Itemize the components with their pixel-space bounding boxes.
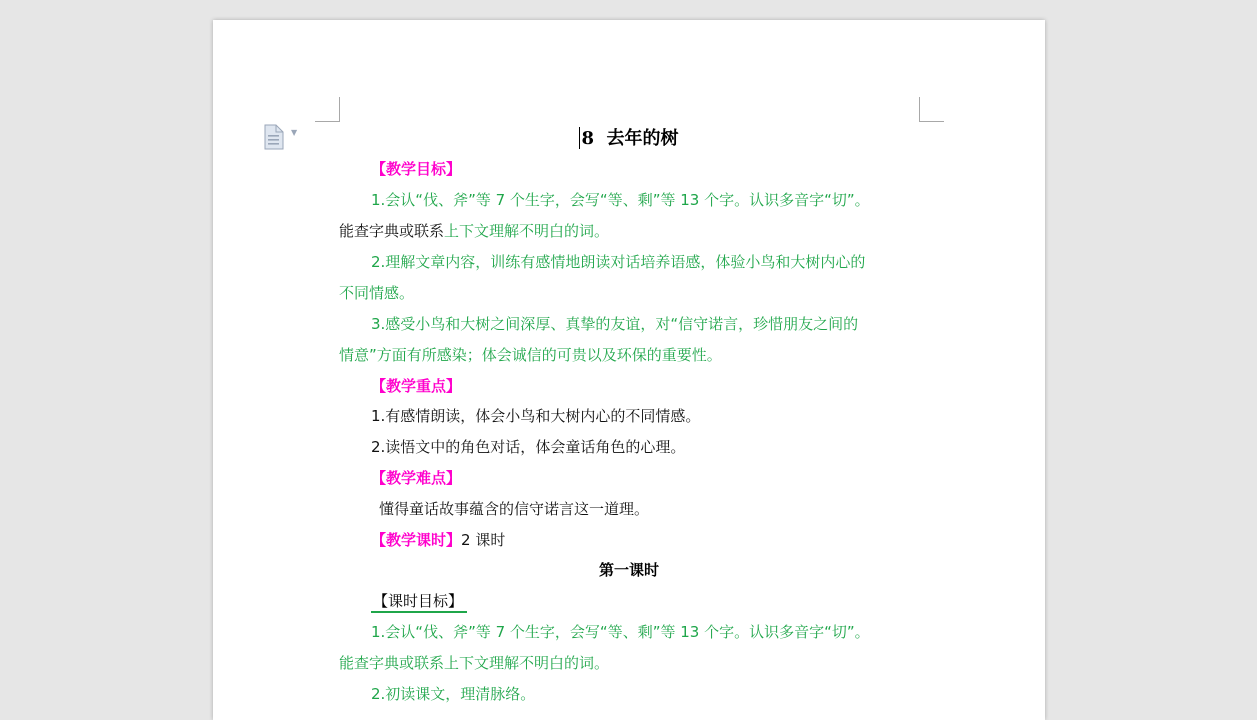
chevron-down-icon: ▼ <box>291 128 298 137</box>
difficulty-item-1: 懂得童话故事蕴含的信守诺言这一道理。 <box>379 500 650 518</box>
lesson-goal-1-line-1: 1.会认“伐、斧”等 7 个生字，会写“等、剩”等 13 个字。认识多音字“切”。 <box>371 623 870 641</box>
document-title: 8 去年的树 <box>581 128 679 149</box>
document-options-button[interactable] <box>263 124 303 150</box>
lesson-goals-heading-line <box>371 591 919 613</box>
lesson-goals-heading: 【课时目标】 <box>371 591 467 613</box>
hours-value: 2 课时 <box>461 531 506 549</box>
document-icon <box>263 124 285 150</box>
goal-3-line-2: 情意”方面有所感染；体会诚信的可贵以及环保的重要性。 <box>339 346 722 364</box>
goal-2-line-1: 2.理解文章内容，训练有感情地朗读对话培养语感，体验小鸟和大树内心的 <box>371 253 866 271</box>
hours-line <box>371 530 919 550</box>
lesson-goal-2-line-1: 2.初读课文，理清脉络。 <box>371 685 536 703</box>
hours-heading: 【教学课时】 <box>371 531 462 549</box>
goal-3-line-1: 3.感受小鸟和大树之间深厚、真挚的友谊，对“信守诺言，珍惜朋友之间的 <box>371 315 859 333</box>
margin-corner-top-right <box>919 97 944 122</box>
difficulty-heading: 【教学难点】 <box>371 469 462 487</box>
focus-item-1: 1.有感情朗读，体会小鸟和大树内心的不同情感。 <box>371 407 701 425</box>
lesson-1-heading: 第一课时 <box>598 561 659 579</box>
goals-heading: 【教学目标】 <box>371 160 462 178</box>
lesson-goal-1-line-2: 能查字典或联系上下文理解不明白的词。 <box>339 654 610 672</box>
document-page[interactable] <box>213 20 1045 720</box>
goal-1-line-2: 能查字典或联系上下文理解不明白的词。 <box>339 222 610 240</box>
margin-corner-top-left <box>315 97 340 122</box>
focus-item-2: 2.读悟文中的角色对话，体会童话角色的心理。 <box>371 438 686 456</box>
focus-heading: 【教学重点】 <box>371 377 462 395</box>
goal-1-line-1: 1.会认“伐、斧”等 7 个生字，会写“等、剩”等 13 个字。认识多音字“切”。 <box>371 191 870 209</box>
goal-2-line-2: 不同情感。 <box>339 284 415 302</box>
